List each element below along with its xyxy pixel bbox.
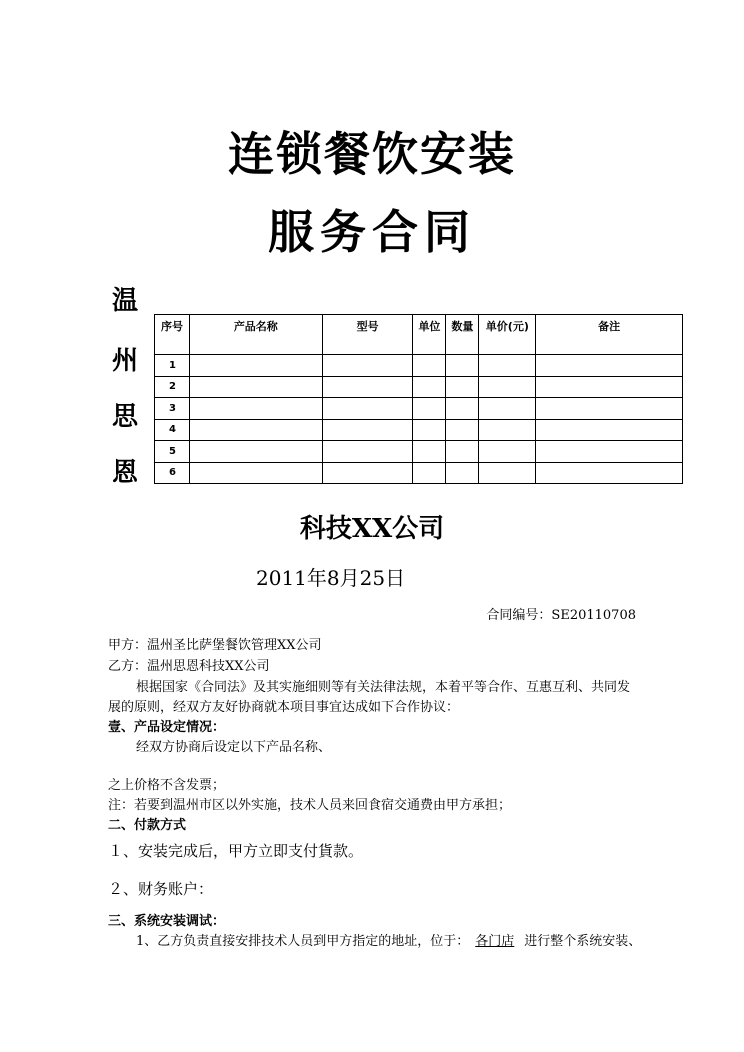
row-number: 1 xyxy=(155,355,190,377)
table-header-row xyxy=(155,315,683,355)
party-b: 乙方：温州思恩科技XX公司 xyxy=(108,659,270,674)
table-row xyxy=(155,398,683,420)
install-suffix: 进行整个系统安装、 xyxy=(524,934,642,949)
travel-note: 注：若要到温州市区以外实施，技术人员来回食宿交通费由甲方承担； xyxy=(108,798,512,813)
table-row xyxy=(155,419,683,441)
section-1-text: 经双方协商后设定以下产品名称、 xyxy=(136,740,332,755)
table-row xyxy=(155,441,683,463)
payment-item-1: １、安装完成后，甲方立即支付貨款。 xyxy=(108,842,364,860)
vertical-char-3: 思 xyxy=(112,402,139,432)
header-cell: 型号 xyxy=(322,315,413,355)
price-note: 之上价格不含发票； xyxy=(108,778,226,793)
contract-date: 2011年8月25日 xyxy=(256,566,406,590)
section-1-title: 壹、产品设定情况： xyxy=(108,720,226,735)
header-cell: 单位 xyxy=(413,315,446,355)
row-number: 2 xyxy=(155,376,190,398)
table-row xyxy=(155,376,683,398)
intro-line-1: 根据国家《合同法》及其实施细则等有关法律法规，本着平等合作、互惠互利、共同发 xyxy=(136,680,631,695)
install-location: 各门店 xyxy=(475,934,515,949)
header-cell: 数量 xyxy=(446,315,479,355)
title-line-1: 连锁餐饮安装 xyxy=(228,127,516,181)
table-row xyxy=(155,355,683,377)
header-cell: 序号 xyxy=(155,315,190,355)
title-line-2: 服务合同 xyxy=(268,205,476,259)
vertical-char-1: 温 xyxy=(112,286,139,316)
install-line xyxy=(136,930,641,949)
header-cell: 产品名称 xyxy=(189,315,322,355)
section-2-title: 二、付款方式 xyxy=(108,818,187,833)
row-number: 3 xyxy=(155,398,190,420)
row-number: 4 xyxy=(155,419,190,441)
install-prefix: 1、乙方负责直接安排技术人员到甲方指定的地址，位于： xyxy=(136,934,470,949)
vertical-char-2: 州 xyxy=(112,346,139,376)
header-cell: 备注 xyxy=(536,315,683,355)
party-a: 甲方：温州圣比萨堡餐饮管理XX公司 xyxy=(108,638,322,653)
product-table xyxy=(154,314,683,484)
contract-number: 合同编号：SE20110708 xyxy=(486,608,636,623)
row-number: 6 xyxy=(155,462,190,484)
table-row xyxy=(155,462,683,484)
header-cell: 单价(元) xyxy=(479,315,536,355)
section-3-title: 三、系统安装调试： xyxy=(108,914,226,929)
payment-item-2: ２、财务账户： xyxy=(108,880,214,898)
vertical-char-4: 恩 xyxy=(112,458,139,488)
intro-line-2: 展的原则，经双方友好协商就本项目事宜达成如下合作协议： xyxy=(108,700,460,715)
company-line: 科技XX公司 xyxy=(299,514,445,544)
row-number: 5 xyxy=(155,441,190,463)
